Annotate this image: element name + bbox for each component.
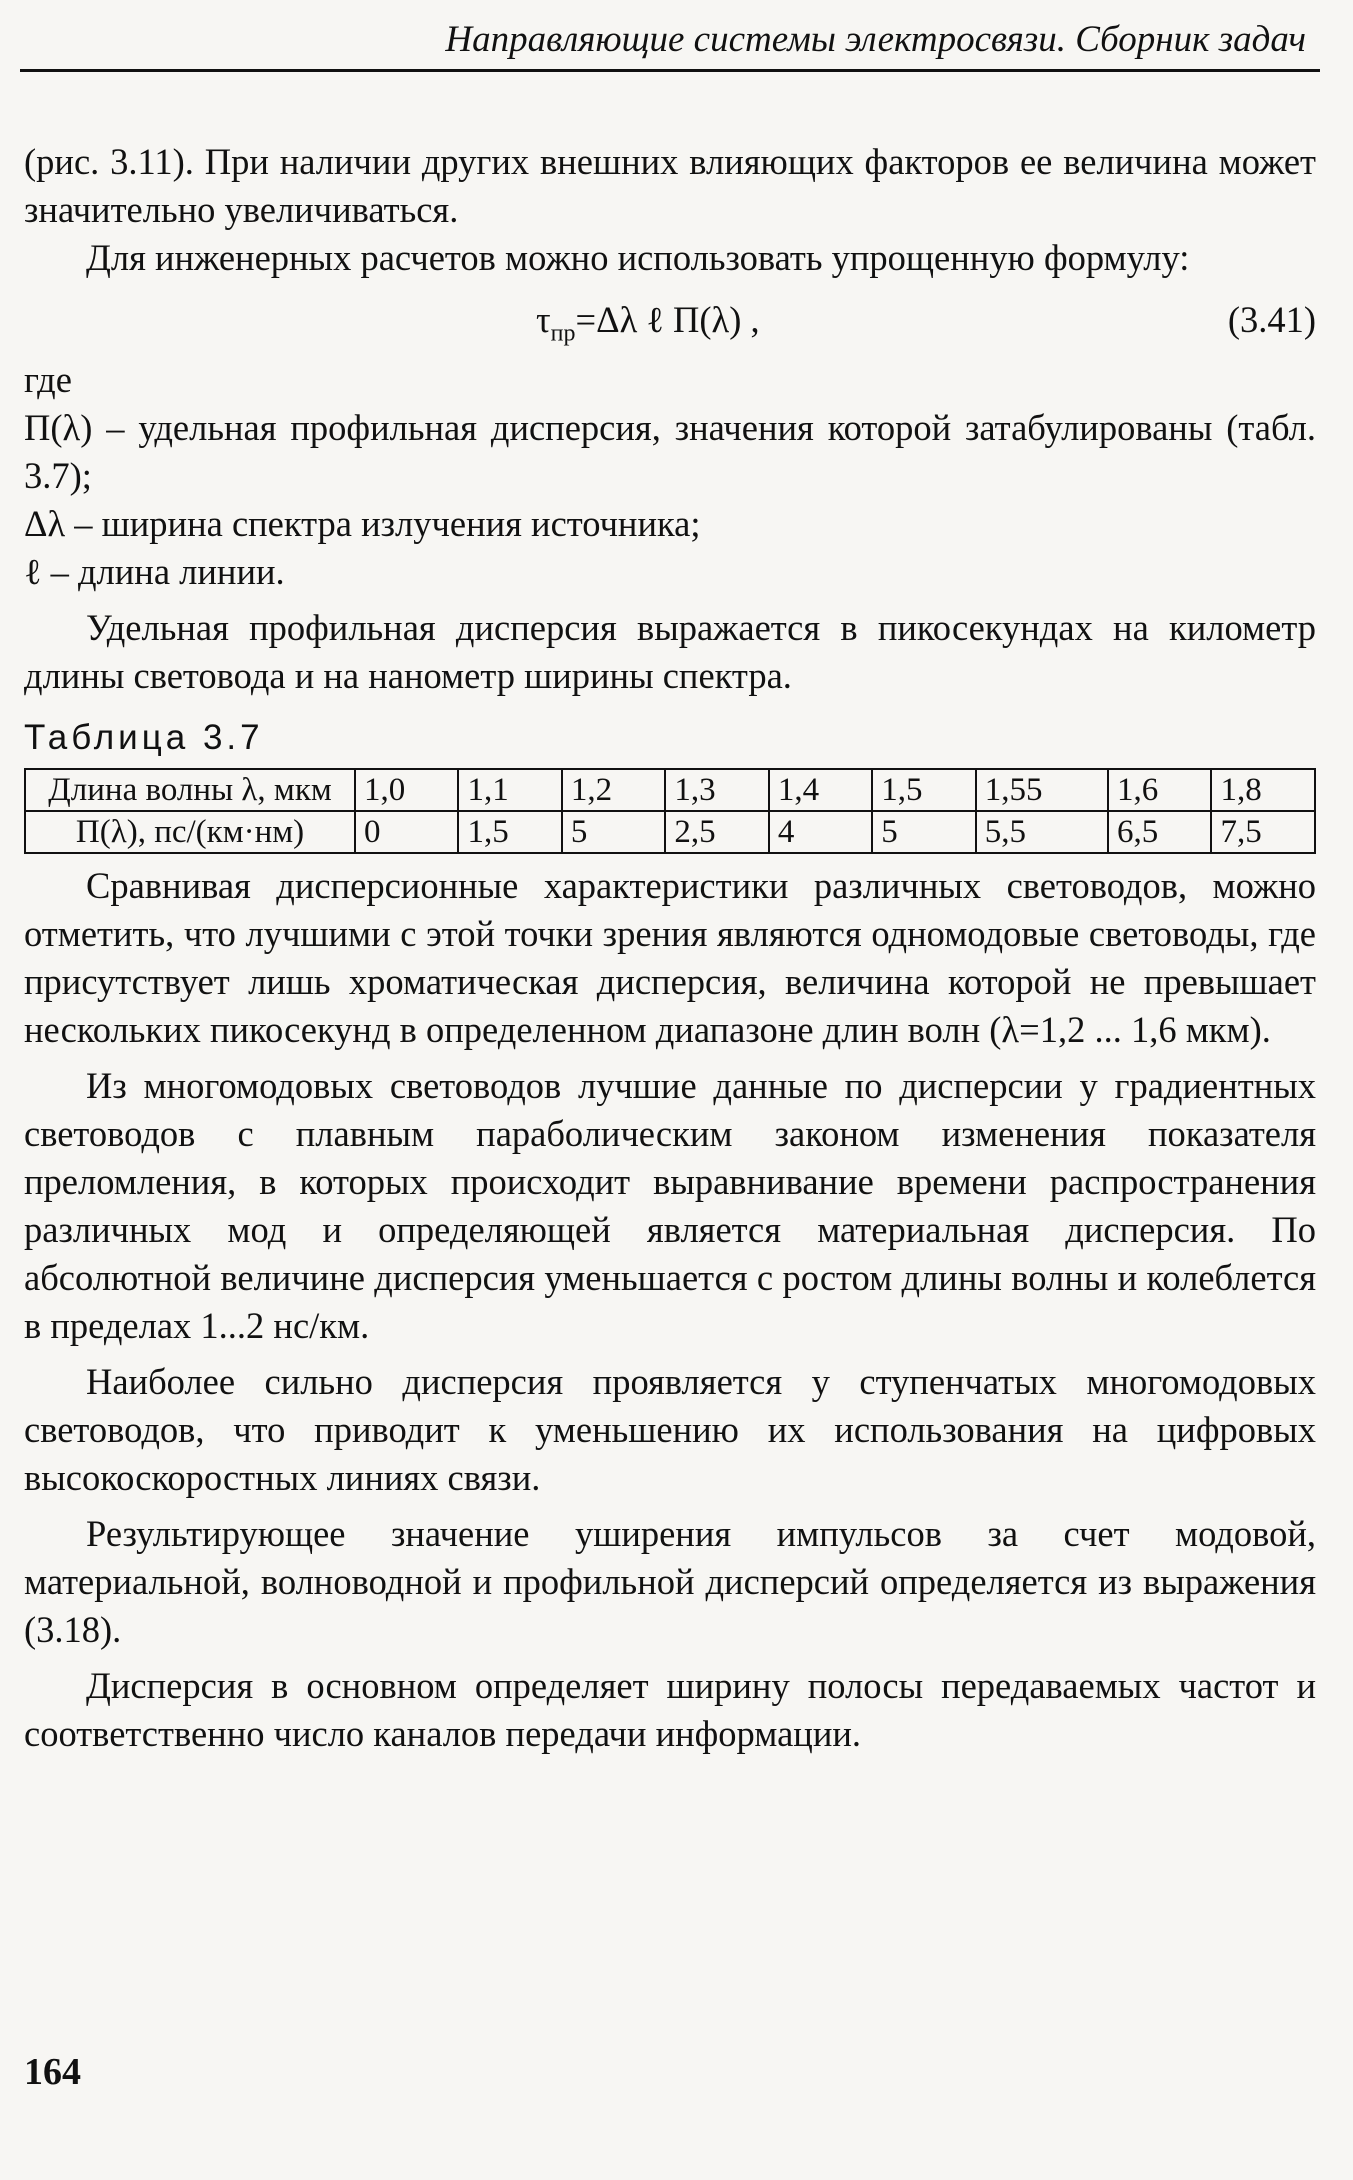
definition-line-length: ℓ – длина линии. xyxy=(24,551,285,592)
table-cell: 1,1 xyxy=(458,769,561,811)
paragraph-bandwidth: Дисперсия в основном определяет ширину полосы передаваемых частот и соответственно число каналов передачи информации. xyxy=(24,1665,1316,1754)
page-body xyxy=(24,138,1316,1758)
table-cell: 1,3 xyxy=(665,769,768,811)
table-row-wavelength xyxy=(25,769,1315,811)
page-number: 164 xyxy=(24,2051,81,2093)
table-cell: 1,5 xyxy=(458,811,561,853)
table-cell: 6,5 xyxy=(1108,811,1211,853)
table-cell: 1,8 xyxy=(1211,769,1315,811)
table-cell: 1,4 xyxy=(769,769,872,811)
table-cell: 2,5 xyxy=(665,811,768,853)
dispersion-table xyxy=(24,768,1316,854)
table-cell: 0 xyxy=(355,811,458,853)
table-cell: 1,2 xyxy=(562,769,665,811)
formula-subscript: пр xyxy=(550,320,576,347)
paragraph-single-mode: Сравнивая дисперсионные характеристики различных световодов, можно отметить, что лучшими с этой точки зрения являются одномодовые световоды, где присутствует лишь хроматическая дисперсия, величина которой не превышает нескольких пикосекунд в определенном диапазоне длин волн (λ=1,2 ... 1,6 мкм). xyxy=(24,865,1316,1050)
paragraph-units: Удельная профильная дисперсия выражается в пикосекундах на километр длины световода и на нанометр ширины спектра. xyxy=(24,607,1316,696)
formula-3-41 xyxy=(24,288,1316,356)
formula-rhs: =Δλ ℓ П(λ) , xyxy=(575,299,760,340)
formula-tau: τ xyxy=(536,299,551,340)
table-cell: 1,6 xyxy=(1108,769,1211,811)
paragraph-multimode-gradient: Из многомодовых световодов лучшие данные по дисперсии у градиентных световодов с плавным параболическим законом изменения показателя преломления, в которых происходит выравнивание времени распространения различных мод и определяющей является материальная дисперсия. По абсолютной величине дисперсия уменьшается с ростом длины волны и колеблется в пределах 1...2 нс/км. xyxy=(24,1065,1316,1346)
table-cell: 7,5 xyxy=(1211,811,1315,853)
paragraph-resulting-broadening: Результирующее значение уширения импульсов за счет модовой, материальной, волноводной и профильной дисперсий определяется из выражения (3.18). xyxy=(24,1513,1316,1650)
table-cell: 1,55 xyxy=(976,769,1108,811)
table-caption: Таблица 3.7 xyxy=(24,718,264,757)
where-label: где xyxy=(24,359,72,400)
formula-number: (3.41) xyxy=(1227,299,1316,340)
definition-spectrum-width: Δλ – ширина спектра излучения источника; xyxy=(24,503,701,544)
table-row-header-dispersion: П(λ), пс/(км·нм) xyxy=(25,811,355,853)
table-row-profile-dispersion xyxy=(25,811,1315,853)
running-title: Направляющие системы электросвязи. Сборник задач xyxy=(20,18,1320,72)
table-cell: 5 xyxy=(872,811,975,853)
paragraph-step-index: Наиболее сильно дисперсия проявляется у ступенчатых многомодовых световодов, что приводит к уменьшению их использования на цифровых высокоскоростных линиях связи. xyxy=(24,1361,1316,1498)
table-cell: 5 xyxy=(562,811,665,853)
table-cell: 5,5 xyxy=(976,811,1108,853)
table-cell: 1,0 xyxy=(355,769,458,811)
definition-profile-dispersion: П(λ) – удельная профильная дисперсия, значения которой затабулированы (табл. 3.7); xyxy=(24,407,1316,496)
paragraph-continuation: (рис. 3.11). При наличии других внешних влияющих факторов ее величина может значительно увеличиваться. xyxy=(24,141,1316,230)
table-row-header-wavelength: Длина волны λ, мкм xyxy=(25,769,355,811)
paragraph-formula-intro: Для инженерных расчетов можно использовать упрощенную формулу: xyxy=(86,237,1190,278)
formula-expression xyxy=(536,296,760,357)
table-cell: 4 xyxy=(769,811,872,853)
table-cell: 1,5 xyxy=(872,769,975,811)
